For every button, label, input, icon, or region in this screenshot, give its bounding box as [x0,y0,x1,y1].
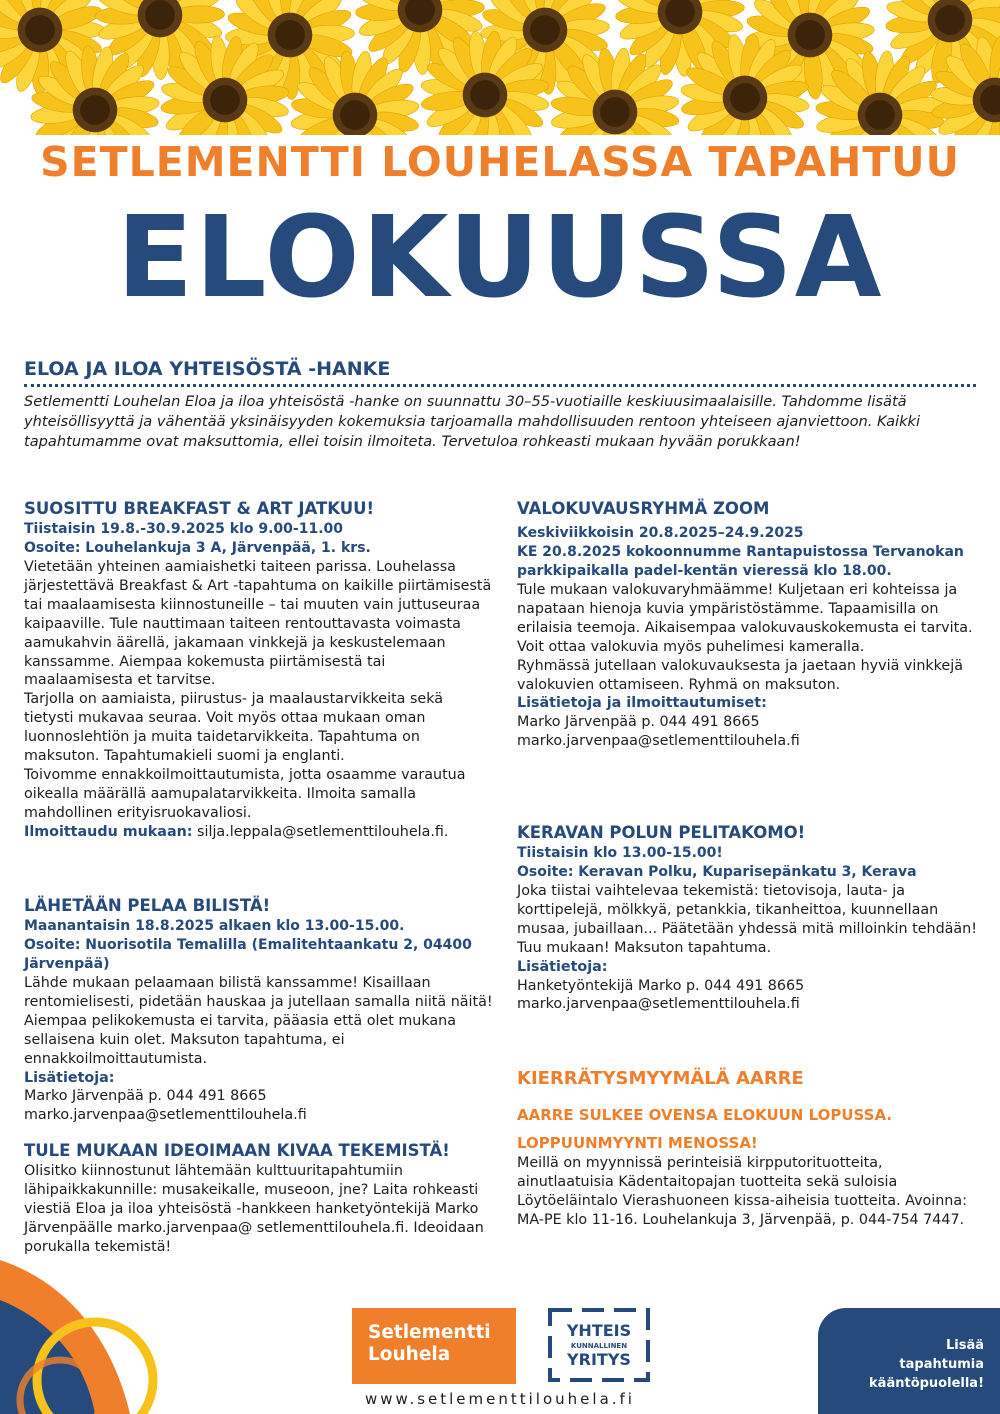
breakfast-section [24,498,496,842]
breakfast-body: Vietetään yhteinen aamiaishetki taiteen parissa. Louhelassa järjestettävä Breakfast & Art -tapahtuma on kaikille piirtämisestä tai maalaamisesta kiinnostuneille – tai muuten vain juttuseuraa kaipaaville. Tule nauttimaan taiteen rentouttavasta voimasta aamukahvin äärellä, jakamaan vinkkejä ja keskustelemaan kanssamme. Aiempaa kokemusta piirtämisestä tai maalaamisesta et tarvitse. [24,559,492,689]
aarre-notice-1: AARRE SULKEE OVENSA ELOKUUN LOPUSSA. [517,1106,893,1124]
valokuvaus-section [517,498,977,751]
website-link[interactable]: www.setlementtilouhela.fi [365,1390,635,1408]
logo-line-1: Setlementti [368,1322,491,1343]
pelitakomo-when: Tiistaisin klo 13.00-15.00! [517,845,723,861]
valokuvaus-heading: VALOKUVAUSRYHMÄ ZOOM [517,499,770,518]
breakfast-when: Tiistaisin 19.8.-30.9.2025 klo 9.00-11.00 [24,521,343,537]
pelitakomo-email[interactable]: marko.jarvenpaa@setlementtilouhela.fi [517,996,800,1013]
bilis-info-label: Lisätietoja: [24,1069,115,1086]
month-title: ELOKUUSSA [116,193,884,323]
aarre-heading: KIERRÄTYSMYYMÄLÄ AARRE [517,1068,804,1089]
yhteis-mid-text: KUNNALLINEN [570,1342,628,1350]
bilis-when: Maanantaisin 18.8.2025 alkaen klo 13.00-15.00. [24,918,405,934]
ideoimaan-body: Olisitko kiinnostunut lähtemään kulttuuritapahtumiin lähipaikkakunnille: musakeikalle, museoon, jne? Laita rohkeasti viestiä Eloa ja iloa yhteisöstä -hankkeen hanketyöntekijä Marko Järvenpäälle marko.jarvenpaa@ setlementtilouhela.fi. Ideoidaan porukalla tekemistä! [24,1163,484,1255]
valokuvaus-meet: KE 20.8.2025 kokoonnumme Rantapuistossa Tervanokan parkkipaikalla padel-kentän vieressä klo 18.00. [517,544,964,579]
intro-text: Setlementti Louhelan Eloa ja iloa yhteisöstä -hanke on suunnattu 30–55-vuotiaille keskiuusimaalaisille. Tahdomme lisätä yhteisöllisyyttä ja vähentää yksinäisyyden kokemuksia tarjoamalla mahdollisuuden rentoon yhteiseen ajanviettoon. Kaikki tapahtumamme ovat maksuttomia, ellei toisin ilmoiteta. Tervetuloa rohkeasti mukaan hyvään porukkaan! [24,393,921,450]
yhteis-bottom-text: YRITYS [567,1350,631,1369]
signup-email[interactable]: silja.leppala@setlementtilouhela.fi. [197,823,449,840]
more-line-1: Lisää [945,1338,984,1353]
yhteis-top-text: YHTEIS [566,1321,632,1340]
aarre-section [517,1068,977,1230]
page-title: SETLEMENTTI LOUHELASSA TAPAHTUU [40,138,960,186]
sunflower-banner [0,0,1000,135]
breakfast-body-3: Toivomme ennakkoilmoittautumista, jotta osaamme varautua oikealla määrällä aamupalatarvikkeita. Ilmoita samalla mahdollinen erityisruokavaliosi. [24,766,466,821]
valokuvaus-info-label: Lisätietoja ja ilmoittautumiset: [517,695,767,712]
valokuvaus-body: Tule mukaan valokuvaryhmäämme! Kuljetaan eri kohteissa ja napataan hienoja kuvia ympäristöstämme. Tapaamisilla on erilaisia teemoja. Aikaisempaa valokuvauskokemusta ei tarvita. Voit ottaa valokuvia myös puhelimesi kameralla. [517,582,973,655]
pelitakomo-info-label: Lisätietoja: [517,958,608,975]
signup-label: Ilmoittaudu mukaan: [24,823,193,840]
breakfast-body-2: Tarjolla on aamiaista, piirustus- ja maalaustarvikkeita sekä tietysti mukavaa seuraa. Voit myös ottaa mukaan oman luonnoslehtiön ja muita taidetarvikkeita. Tapahtuma on maksuton. Tapahtumakieli suomi ja englanti. [24,691,444,765]
pelitakomo-section [517,822,977,1014]
bilis-section [24,895,496,1125]
aarre-body: Meillä on myynnissä perinteisiä kirpputorituotteita, ainutlaatuisia Kädentaitopajan tuotteita sekä suloisia Löytöeläintalo Vierashuoneen kissa-aiheisia tuotteita. Avoinna: MA-PE klo 11-16. Louhelankuja 3, Järvenpää, p. 044-754 7447. [517,1155,967,1228]
bilis-where: Osoite: Nuorisotila Temalilla (Emalitehtaankatu 2, 04400 Järvenpää) [24,937,472,972]
ideoimaan-section [24,1140,496,1257]
pelitakomo-heading: KERAVAN POLUN PELITAKOMO! [517,823,806,842]
bilis-email[interactable]: marko.jarvenpaa@setlementtilouhela.fi [24,1107,307,1124]
bilis-contact: Marko Järvenpää p. 044 491 8665 [24,1088,267,1105]
logo-line-2: Louhela [368,1344,451,1365]
breakfast-signup [24,823,496,842]
yhteiskunnallinen-yritys-logo [548,1308,650,1382]
more-line-2: tapahtumia [899,1357,984,1372]
ideoimaan-heading: TULE MUKAAN IDEOIMAAN KIVAA TEKEMISTÄ! [24,1141,450,1160]
valokuvaus-email[interactable]: marko.jarvenpaa@setlementtilouhela.fi [517,733,800,750]
bilis-body: Lähde mukaan pelaamaan bilistä kanssamme! Kisaillaan rentomielisesti, pidetään hauskaa ja jutellaan samalla niitä näitä! Aiempaa pelikokemusta ei tarvita, pääasia että olet mukana sellaisena kuin olet. Maksuton tapahtuma, ei ennakkoilmoittautumista. [24,975,493,1067]
more-events-box [818,1308,1000,1414]
breakfast-where: Osoite: Louhelankuja 3 A, Järvenpää, 1. krs. [24,540,371,556]
valokuvaus-contact: Marko Järvenpää p. 044 491 8665 [517,714,760,731]
more-line-3: kääntöpuolella! [869,1376,984,1391]
valokuvaus-body-2: Ryhmässä jutellaan valokuvauksesta ja jaetaan hyviä vinkkejä valokuvien ottamiseen. Ryhmä on maksuton. [517,657,963,693]
setlementti-louhela-logo [352,1308,516,1384]
pelitakomo-contact: Hanketyöntekijä Marko p. 044 491 8665 [517,977,805,994]
aarre-notice-2: LOPPUUNMYYNTI MENOSSA! [517,1134,758,1152]
breakfast-heading: SUOSITTU BREAKFAST & ART JATKUU! [24,499,375,518]
pelitakomo-body: Joka tiistai vaihtelevaa tekemistä: tietovisoja, lauta- ja korttipelejä, mölkkyä, petankkia, tikanheittoa, kuunnellaan musaa, jubaillaan... Päätetään yhdessä mitä milloinkin tehdään! Tuu mukaan! Maksuton tapahtuma. [517,883,977,956]
valokuvaus-when: Keskiviikkoisin 20.8.2025–24.9.2025 [517,525,804,541]
intro-heading: ELOA JA ILOA YHTEISÖSTÄ -HANKE [24,358,976,387]
bilis-heading: LÄHETÄÄN PELAA BILISTÄ! [24,896,271,915]
sunflower-image [0,0,1000,135]
pelitakomo-where: Osoite: Keravan Polku, Kuparisepänkatu 3, Kerava [517,864,917,880]
